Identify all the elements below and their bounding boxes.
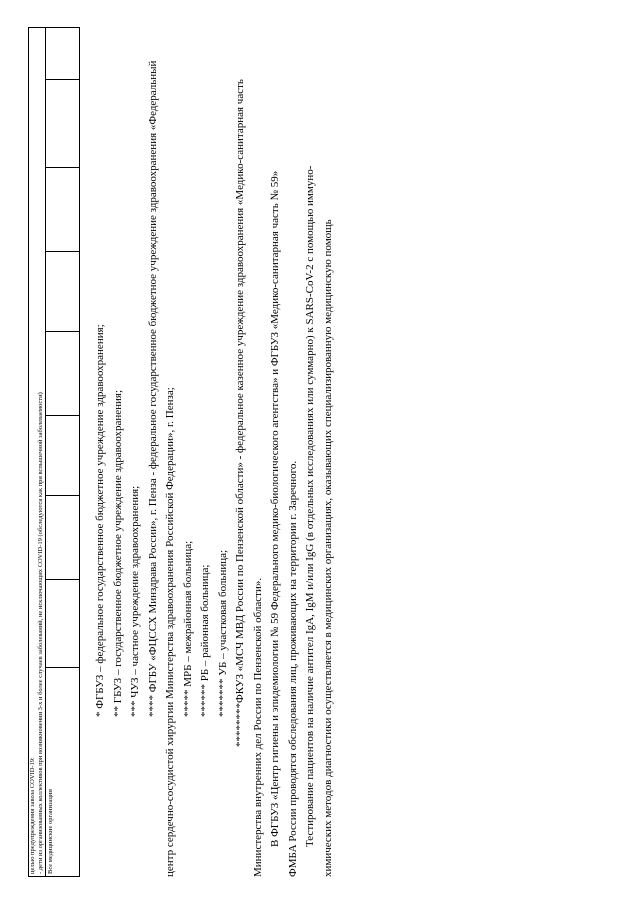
footnote: * ФГБУЗ – федеральное государственное бюджетное учреждение здравоохранения; xyxy=(94,324,106,717)
footnote: **** ФГБУ «ФЦССХ Минздрава России», г. Пенза - федеральное государственное бюджетное учреждение здравоохранения «Федеральный xyxy=(146,60,159,717)
table-column-divider xyxy=(45,79,79,80)
table-row xyxy=(45,28,79,876)
table-row-label: Все медицинские организации xyxy=(47,789,54,874)
paragraph: Тестирование пациентов на наличие антител IgA, IgM и/или IgG (в отдельных исследованиях или суммарно) к SARS-CoV-2 с помощью иммуно- xyxy=(304,165,316,847)
table-column-divider xyxy=(45,415,79,416)
table-column-divider xyxy=(45,167,79,168)
table-column-divider xyxy=(45,331,79,332)
footnote: ** ГБУЗ – государственное бюджетное учреждение здравоохранения; xyxy=(111,389,124,717)
footnote: ***** МРБ – межрайонная больница; xyxy=(181,540,194,717)
footnote: *** ЧУЗ – частное учреждение здравоохранения; xyxy=(129,485,141,717)
footnote: Министерства внутренних дел России по Пензенской области». xyxy=(251,577,264,877)
table-cell-text: целью предупреждения завоза COVID-19: xyxy=(29,757,36,874)
footnote: ****** РБ – районная больница; xyxy=(199,564,211,717)
table-row xyxy=(37,28,45,876)
paragraph: В ФГБУЗ «Центр гигиены и эпидемиологии № 59 Федерального медико-биологического агентства» и ФГБУЗ «Медико-санитарная часть № 59» xyxy=(269,170,281,847)
paragraph: ФМБА России проводятся обследования лиц, проживающих на территории г. Заречного. xyxy=(286,460,299,877)
table-column-divider xyxy=(45,251,79,252)
footnote: центр сердечно-сосудистой хирургии Министерства здравоохранения Российской Федерации», г. Пенза; xyxy=(164,387,176,877)
footnotes xyxy=(92,27,337,877)
table-column-divider xyxy=(45,495,79,496)
footnote: ********ФКУЗ «МСЧ МВД России по Пензенской области» - федеральное казенное учреждение здравоохранения «Медико-санитарная часть xyxy=(234,79,246,747)
table-column-divider xyxy=(45,579,79,580)
footnote: ******* УБ – участковая больница; xyxy=(216,549,229,717)
paragraph: химических методов диагностики осуществляется в медицинских организациях, оказывающих специализированную медицинскую помощь xyxy=(321,219,334,877)
table-column-divider xyxy=(45,667,79,668)
table-row xyxy=(29,28,37,876)
table-cell-text: - дети из организованных коллективов при возникновении 3-х и более случаев заболеваний, не исключающих COVID-19 (обследуются как при вспышечной заболеваемости) xyxy=(37,392,44,874)
table-fragment xyxy=(28,27,80,877)
